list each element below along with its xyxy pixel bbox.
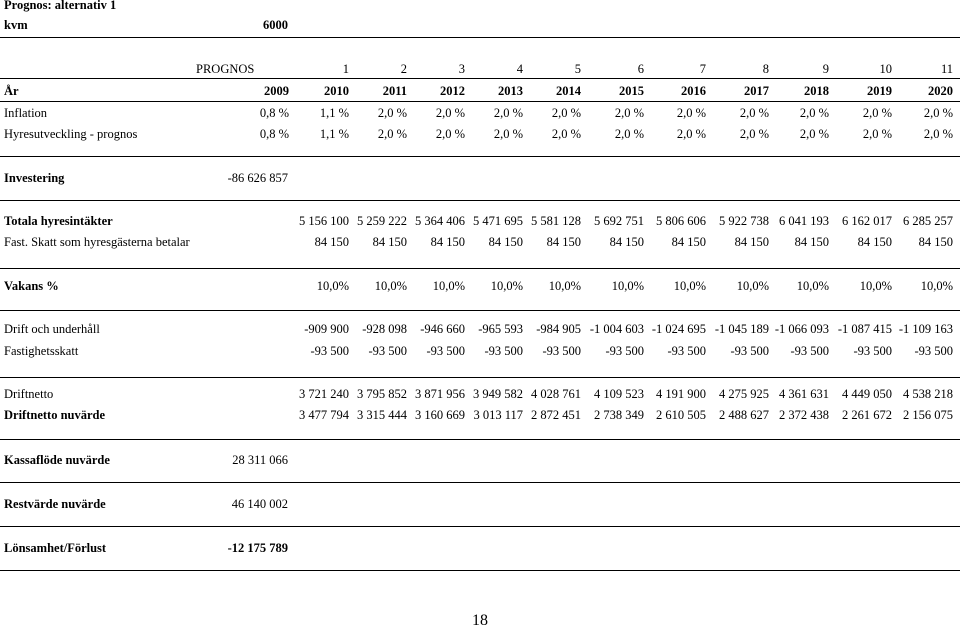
prognos-label: PROGNOS xyxy=(196,62,255,76)
prognos-cell: 2 xyxy=(400,62,407,76)
inflation-cell: 2,0 % xyxy=(923,106,953,120)
vakans-cell: 10,0% xyxy=(548,279,581,293)
fastighetsskatt-cell: -93 500 xyxy=(605,344,644,358)
divider xyxy=(0,200,960,201)
driftnetto-cell: 3 721 240 xyxy=(299,387,349,401)
fast-skatt-cell: 84 150 xyxy=(372,235,407,249)
inflation-cell: 1,1 % xyxy=(319,106,349,120)
kvm-value: 6000 xyxy=(263,18,288,32)
driftnetto-cell: 4 109 523 xyxy=(594,387,644,401)
hyresintakter-cell: 5 581 128 xyxy=(531,214,581,228)
divider xyxy=(0,156,960,157)
driftnetto-cell: 4 191 900 xyxy=(656,387,706,401)
page-number: 18 xyxy=(472,612,488,629)
year-cell: 2009 xyxy=(264,84,289,98)
fast-skatt-cell: 84 150 xyxy=(546,235,581,249)
fast-skatt-cell: 84 150 xyxy=(488,235,523,249)
vakans-cell: 10,0% xyxy=(432,279,465,293)
driftnetto-cell: 4 275 925 xyxy=(719,387,769,401)
hyresintakter-cell: 6 162 017 xyxy=(842,214,892,228)
inflation-cell: 2,0 % xyxy=(493,106,523,120)
vakans-cell: 10,0% xyxy=(796,279,829,293)
inflation-cell: 2,0 % xyxy=(614,106,644,120)
driftnetto-nuvarde-row xyxy=(0,408,960,426)
inflation-cell: 2,0 % xyxy=(676,106,706,120)
hyresintakter-cell: 5 806 606 xyxy=(656,214,706,228)
drift-cell: -1 087 415 xyxy=(837,322,892,336)
prognos-cell: 1 xyxy=(342,62,349,76)
fastighetsskatt-cell: -93 500 xyxy=(730,344,769,358)
vakans-cell: 10,0% xyxy=(490,279,523,293)
divider xyxy=(0,310,960,311)
vakans-cell: 10,0% xyxy=(736,279,769,293)
fast-skatt-cell: 84 150 xyxy=(430,235,465,249)
hyresutveckling-cell: 2,0 % xyxy=(614,127,644,141)
year-cell: 2019 xyxy=(867,84,892,98)
hyresutveckling-row xyxy=(0,127,960,145)
fast-skatt-label: Fast. Skatt som hyresgästerna betalar xyxy=(4,235,190,249)
fast-skatt-cell: 84 150 xyxy=(314,235,349,249)
driftnetto-cell: 3 795 852 xyxy=(357,387,407,401)
hyresutveckling-cell: 2,0 % xyxy=(493,127,523,141)
inflation-label: Inflation xyxy=(4,106,48,120)
year-cell: 2018 xyxy=(804,84,829,98)
driftnetto-cell: 4 449 050 xyxy=(842,387,892,401)
lonsamhet-label: Lönsamhet/Förlust xyxy=(4,541,107,555)
inflation-cell: 2,0 % xyxy=(799,106,829,120)
year-cell: 2014 xyxy=(556,84,581,98)
fast-skatt-cell: 84 150 xyxy=(857,235,892,249)
fast-skatt-cell: 84 150 xyxy=(609,235,644,249)
vakans-row xyxy=(0,279,960,297)
drift-cell: -965 593 xyxy=(478,322,523,336)
drift-row xyxy=(0,322,960,340)
hyresutveckling-cell: 2,0 % xyxy=(551,127,581,141)
fastighetsskatt-cell: -93 500 xyxy=(368,344,407,358)
fastighetsskatt-cell: -93 500 xyxy=(310,344,349,358)
fastighetsskatt-label: Fastighetsskatt xyxy=(4,344,79,358)
fastighetsskatt-cell: -93 500 xyxy=(853,344,892,358)
divider xyxy=(0,570,960,571)
prognos-cell: 5 xyxy=(574,62,581,76)
drift-cell: -1 066 093 xyxy=(774,322,829,336)
divider xyxy=(0,101,960,102)
hyresintakter-label: Totala hyresintäkter xyxy=(4,214,113,228)
driftnetto-nuvarde-cell: 2 872 451 xyxy=(531,408,581,422)
fast-skatt-row xyxy=(0,235,960,253)
inflation-cell: 2,0 % xyxy=(739,106,769,120)
lonsamhet-value: -12 175 789 xyxy=(227,541,288,555)
prognos-cell: 6 xyxy=(637,62,644,76)
kassaflode-row xyxy=(0,453,960,471)
hyresutveckling-cell: 2,0 % xyxy=(923,127,953,141)
driftnetto-nuvarde-cell: 2 488 627 xyxy=(719,408,769,422)
fast-skatt-cell: 84 150 xyxy=(918,235,953,249)
inflation-cell: 0,8 % xyxy=(259,106,289,120)
driftnetto-nuvarde-cell: 2 261 672 xyxy=(842,408,892,422)
divider xyxy=(0,526,960,527)
hyresintakter-cell: 5 364 406 xyxy=(415,214,465,228)
hyresutveckling-cell: 1,1 % xyxy=(319,127,349,141)
hyresutveckling-cell: 2,0 % xyxy=(862,127,892,141)
investering-row xyxy=(0,171,960,189)
hyresutveckling-cell: 2,0 % xyxy=(377,127,407,141)
fastighetsskatt-cell: -93 500 xyxy=(484,344,523,358)
fastighetsskatt-cell: -93 500 xyxy=(667,344,706,358)
fast-skatt-cell: 84 150 xyxy=(671,235,706,249)
lonsamhet-row xyxy=(0,541,960,559)
year-cell: 2016 xyxy=(681,84,706,98)
divider xyxy=(0,439,960,440)
year-label: År xyxy=(4,84,19,98)
divider xyxy=(0,377,960,378)
hyresintakter-cell: 5 922 738 xyxy=(719,214,769,228)
vakans-cell: 10,0% xyxy=(611,279,644,293)
divider xyxy=(0,37,960,38)
fastighetsskatt-cell: -93 500 xyxy=(542,344,581,358)
driftnetto-nuvarde-cell: 3 013 117 xyxy=(473,408,523,422)
driftnetto-nuvarde-cell: 2 738 349 xyxy=(594,408,644,422)
vakans-cell: 10,0% xyxy=(920,279,953,293)
vakans-label: Vakans % xyxy=(4,279,59,293)
fastighetsskatt-cell: -93 500 xyxy=(914,344,953,358)
driftnetto-label: Driftnetto xyxy=(4,387,54,401)
year-cell: 2012 xyxy=(440,84,465,98)
vakans-cell: 10,0% xyxy=(859,279,892,293)
year-cell: 2020 xyxy=(928,84,953,98)
restvarde-value: 46 140 002 xyxy=(231,497,288,511)
restvarde-row xyxy=(0,497,960,515)
driftnetto-row xyxy=(0,387,960,405)
driftnetto-nuvarde-cell: 3 315 444 xyxy=(357,408,407,422)
divider xyxy=(0,268,960,269)
drift-cell: -1 024 695 xyxy=(651,322,706,336)
hyresutveckling-cell: 2,0 % xyxy=(799,127,829,141)
inflation-cell: 2,0 % xyxy=(377,106,407,120)
year-cell: 2013 xyxy=(498,84,523,98)
hyresintakter-cell: 5 692 751 xyxy=(594,214,644,228)
divider xyxy=(0,78,960,79)
hyresutveckling-cell: 2,0 % xyxy=(739,127,769,141)
driftnetto-cell: 3 949 582 xyxy=(473,387,523,401)
hyresutveckling-label: Hyresutveckling - prognos xyxy=(4,127,138,141)
hyresintakter-cell: 6 041 193 xyxy=(779,214,829,228)
vakans-cell: 10,0% xyxy=(374,279,407,293)
drift-cell: -1 109 163 xyxy=(898,322,953,336)
hyresintakter-row xyxy=(0,214,960,232)
prognos-cell: 4 xyxy=(516,62,523,76)
driftnetto-cell: 4 028 761 xyxy=(531,387,581,401)
inflation-cell: 2,0 % xyxy=(551,106,581,120)
divider xyxy=(0,482,960,483)
driftnetto-nuvarde-cell: 2 156 075 xyxy=(903,408,953,422)
fastighetsskatt-cell: -93 500 xyxy=(426,344,465,358)
vakans-cell: 10,0% xyxy=(316,279,349,293)
year-cell: 2017 xyxy=(744,84,769,98)
fast-skatt-cell: 84 150 xyxy=(734,235,769,249)
kassaflode-value: 28 311 066 xyxy=(232,453,288,467)
driftnetto-nuvarde-cell: 2 610 505 xyxy=(656,408,706,422)
driftnetto-nuvarde-cell: 2 372 438 xyxy=(779,408,829,422)
page-title: Prognos: alternativ 1 xyxy=(4,0,117,12)
driftnetto-cell: 4 361 631 xyxy=(779,387,829,401)
vakans-cell: 10,0% xyxy=(673,279,706,293)
investering-label: Investering xyxy=(4,171,65,185)
fastighetsskatt-cell: -93 500 xyxy=(790,344,829,358)
drift-cell: -928 098 xyxy=(362,322,407,336)
hyresintakter-cell: 5 156 100 xyxy=(299,214,349,228)
prognos-cell: 3 xyxy=(458,62,465,76)
driftnetto-cell: 3 871 956 xyxy=(415,387,465,401)
year-cell: 2010 xyxy=(324,84,349,98)
hyresutveckling-cell: 0,8 % xyxy=(259,127,289,141)
driftnetto-nuvarde-label: Driftnetto nuvärde xyxy=(4,408,106,422)
year-row xyxy=(0,84,960,102)
driftnetto-nuvarde-cell: 3 160 669 xyxy=(415,408,465,422)
inflation-cell: 2,0 % xyxy=(435,106,465,120)
fast-skatt-cell: 84 150 xyxy=(794,235,829,249)
drift-label: Drift och underhåll xyxy=(4,322,100,336)
kassaflode-label: Kassaflöde nuvärde xyxy=(4,453,110,467)
fastighetsskatt-row xyxy=(0,344,960,362)
inflation-cell: 2,0 % xyxy=(862,106,892,120)
prognos-cell: 11 xyxy=(940,62,953,76)
restvarde-label: Restvärde nuvärde xyxy=(4,497,106,511)
inflation-row xyxy=(0,106,960,124)
kvm-label: kvm xyxy=(4,18,28,32)
prognos-cell: 9 xyxy=(822,62,829,76)
year-cell: 2011 xyxy=(382,84,407,98)
drift-cell: -984 905 xyxy=(536,322,581,336)
investering-value: -86 626 857 xyxy=(227,171,288,185)
drift-cell: -946 660 xyxy=(420,322,465,336)
hyresintakter-cell: 5 471 695 xyxy=(473,214,523,228)
prognos-cell: 7 xyxy=(699,62,706,76)
driftnetto-cell: 4 538 218 xyxy=(903,387,953,401)
hyresintakter-cell: 5 259 222 xyxy=(357,214,407,228)
hyresutveckling-cell: 2,0 % xyxy=(676,127,706,141)
prognos-cell: 8 xyxy=(762,62,769,76)
drift-cell: -909 900 xyxy=(304,322,349,336)
driftnetto-nuvarde-cell: 3 477 794 xyxy=(299,408,349,422)
hyresintakter-cell: 6 285 257 xyxy=(903,214,953,228)
drift-cell: -1 045 189 xyxy=(714,322,769,336)
hyresutveckling-cell: 2,0 % xyxy=(435,127,465,141)
year-cell: 2015 xyxy=(619,84,644,98)
drift-cell: -1 004 603 xyxy=(589,322,644,336)
prognos-cell: 10 xyxy=(879,62,892,76)
